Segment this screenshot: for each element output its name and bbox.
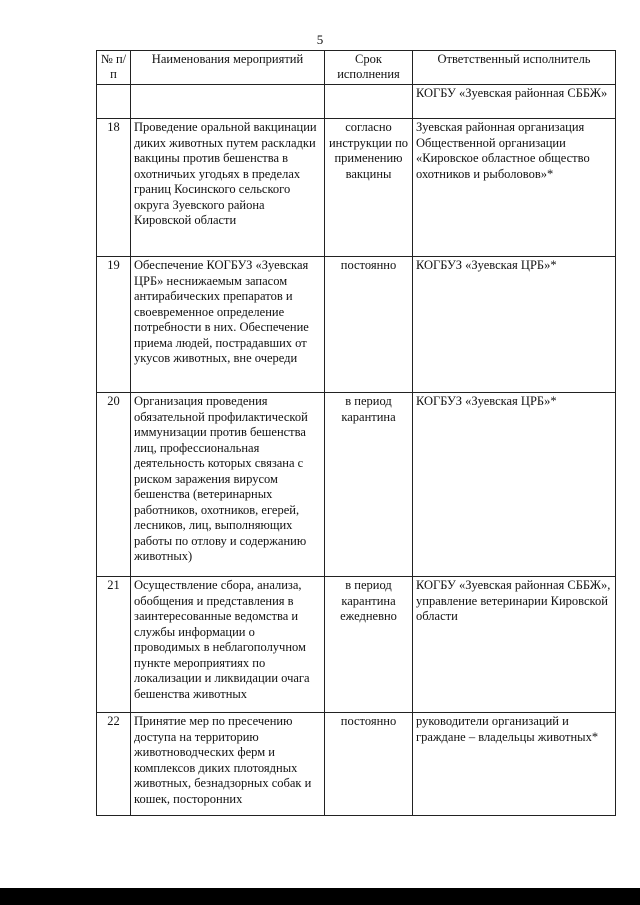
measure-name: Проведение оральной вакцинации диких животных путем раскладки вакцины против бешенства в охотничьих угодьях в пределах границ Косинского сельского округа Зуевского района Кировской области bbox=[131, 119, 325, 257]
row-number: 21 bbox=[97, 577, 131, 713]
measure-name: Принятие мер по пресечению доступа на территорию животноводческих ферм и комплексов диких плотоядных животных, безнадзорных собак и кошек, посторонних bbox=[131, 713, 325, 816]
row-number: 18 bbox=[97, 119, 131, 257]
table-row bbox=[97, 713, 616, 816]
row-number: 19 bbox=[97, 257, 131, 393]
table-row bbox=[97, 577, 616, 713]
table-row bbox=[97, 393, 616, 577]
header-name: Наименования мероприятий bbox=[131, 51, 325, 85]
table-row bbox=[97, 85, 616, 119]
measure-name: Осуществление сбора, анализа, обобщения и представления в заинтересованные ведомства и службы информации о проводимых в неблагополучном пункте мероприятиях по локализации и ликвидации очага бешенства животных bbox=[131, 577, 325, 713]
responsible: руководители организаций и граждане – владельцы животных* bbox=[413, 713, 616, 816]
row-number: 22 bbox=[97, 713, 131, 816]
responsible: КОГБУ «Зуевская районная СББЖ» bbox=[413, 85, 616, 119]
table-header-row bbox=[97, 51, 616, 85]
header-term: Срок исполнения bbox=[325, 51, 413, 85]
term: в период карантина ежедневно bbox=[325, 577, 413, 713]
responsible: КОГБУЗ «Зуевская ЦРБ»* bbox=[413, 257, 616, 393]
responsible: Зуевская районная организация Общественной организации «Кировское областное общество охотников и рыболовов»* bbox=[413, 119, 616, 257]
scan-edge-bar bbox=[0, 888, 640, 905]
measures-table bbox=[96, 50, 616, 816]
page-number: 5 bbox=[316, 32, 324, 47]
term bbox=[325, 85, 413, 119]
term: постоянно bbox=[325, 257, 413, 393]
responsible: КОГБУ «Зуевская районная СББЖ», управление ветеринарии Кировской области bbox=[413, 577, 616, 713]
term: постоянно bbox=[325, 713, 413, 816]
row-number bbox=[97, 85, 131, 119]
responsible: КОГБУЗ «Зуевская ЦРБ»* bbox=[413, 393, 616, 577]
measure-name bbox=[131, 85, 325, 119]
table-row bbox=[97, 257, 616, 393]
table-row bbox=[97, 119, 616, 257]
measure-name: Обеспечение КОГБУЗ «Зуевская ЦРБ» неснижаемым запасом антирабических препаратов и своевременное определение потребности в них. Обеспечение приема людей, пострадавших от укусов животных, вне очереди bbox=[131, 257, 325, 393]
header-responsible: Ответственный исполнитель bbox=[413, 51, 616, 85]
row-number: 20 bbox=[97, 393, 131, 577]
header-num: № п/п bbox=[97, 51, 131, 85]
measure-name: Организация проведения обязательной профилактической иммунизации против бешенства лиц, профессиональная деятельность которых связана с риском заражения вирусом бешенства (ветеринарных работников, охотников, егерей, лесников, лиц, выполняющих работы по отлову и содержанию животных) bbox=[131, 393, 325, 577]
term: согласно инструкции по применению вакцины bbox=[325, 119, 413, 257]
term: в период карантина bbox=[325, 393, 413, 577]
